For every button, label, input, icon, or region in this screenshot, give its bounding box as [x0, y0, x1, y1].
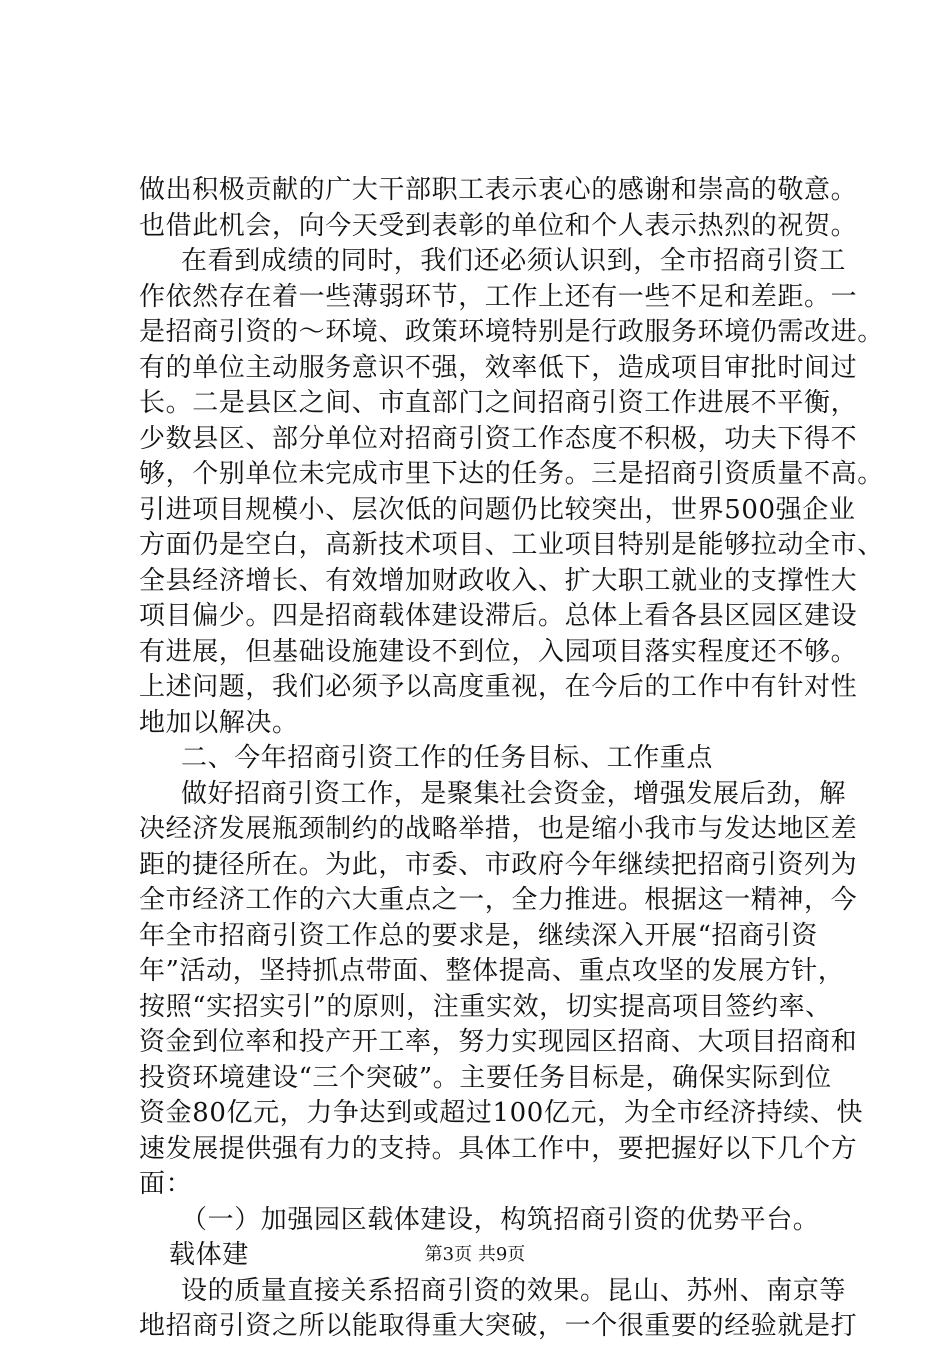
text-line: 设的质量直接关系招商引资的效果。昆山、苏州、南京等: [181, 1275, 847, 1306]
text-line: 资金80亿元，力争达到或超过100亿元，为全市经济持续、快: [139, 1098, 864, 1128]
subsection-heading: （一）加强园区载体建设，构筑招商引资的优势平台。: [181, 1204, 820, 1235]
text-line: 全市经济工作的六大重点之一，全力推进。根据这一精神，今: [139, 885, 858, 915]
text-line: 距的捷径所在。为此，市委、市政府今年继续把招商引资列为: [139, 849, 858, 880]
text-line: 在看到成绩的同时，我们还必须认识到，全市招商引资工: [181, 246, 847, 276]
text-line: 年全市招商引资工作总的要求是，继续深入开展“招商引资: [139, 920, 818, 951]
page-footer: 第3页 共9页: [424, 1244, 526, 1265]
text-line: 年”活动，坚持抓点带面、整体提高、重点攻坚的发展方针，: [139, 956, 845, 986]
section-heading: 二、今年招商引资工作的任务目标、工作重点: [181, 743, 714, 773]
text-line: 是招商引资的～环境、政策环境特别是行政服务环境仍需改进。: [139, 317, 884, 347]
text-line: 投资环境建设“三个突破”。主要任务目标是，确保实际到位: [139, 1062, 832, 1093]
text-line: 项目偏少。四是招商载体建设滞后。总体上看各县区园区建设: [139, 601, 858, 631]
text-line: 地招商引资之所以能取得重大突破，一个很重要的经验就是打: [139, 1311, 858, 1341]
text-line: 有进展，但基础设施建设不到位，入园项目落实程度还不够。: [139, 636, 858, 667]
text-line: 少数县区、部分单位对招商引资工作态度不积极，功夫下得不: [139, 423, 858, 454]
text-line: 引进项目规模小、层次低的问题仍比较突出，世界500强企业: [139, 494, 856, 525]
text-line: 地加以解决。: [139, 707, 299, 738]
text-line: 按照“实招实引”的原则，注重实效，切实提高项目签约率、: [139, 991, 832, 1022]
text-line: 速发展提供强有力的支持。具体工作中，要把握好以下几个方: [139, 1133, 858, 1164]
text-line: 做好招商引资工作，是聚集社会资金，增强发展后劲，解: [181, 778, 847, 809]
text-line: 做出积极贡献的广大干部职工表示衷心的感谢和崇高的敬意。: [139, 175, 858, 205]
text-line: 也借此机会，向今天受到表彰的单位和个人表示热烈的祝贺。: [139, 210, 858, 241]
text-line: 方面仍是空白，高新技术项目、工业项目特别是能够拉动全市、: [139, 530, 884, 560]
body-text: [139, 173, 884, 1345]
text-line: 作依然存在着一些薄弱环节，工作上还有一些不足和差距。一: [139, 281, 858, 312]
text-line: 载体建: [169, 1240, 249, 1270]
text-line: 上述问题，我们必须予以高度重视，在今后的工作中有针对性: [139, 672, 858, 702]
text-line: 全县经济增长、有效增加财政收入、扩大职工就业的支撑性大: [139, 565, 858, 596]
text-line: 有的单位主动服务意识不强，效率低下，造成项目审批时间过: [139, 352, 858, 383]
text-line: 够，个别单位未完成市里下达的任务。三是招商引资质量不高。: [139, 459, 884, 489]
text-line: 决经济发展瓶颈制约的战略举措，也是缩小我市与发达地区差: [139, 814, 858, 844]
text-line: 长。二是县区之间、市直部门之间招商引资工作进展不平衡，: [139, 388, 858, 418]
text-line: 资金到位率和投产开工率，努力实现园区招商、大项目招商和: [139, 1027, 858, 1057]
text-line: 面：: [139, 1169, 193, 1199]
